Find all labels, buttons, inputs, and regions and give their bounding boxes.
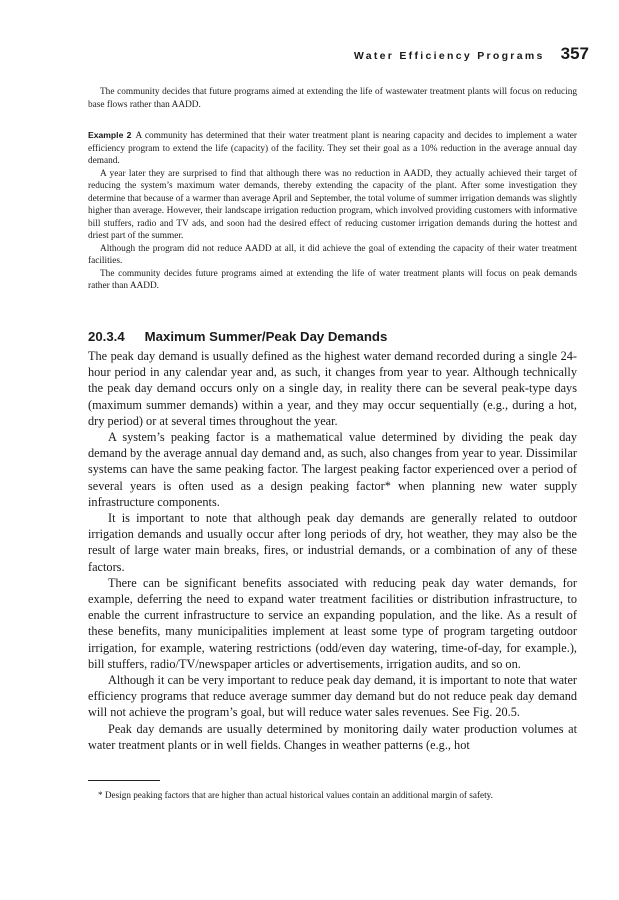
intro-paragraph: The community decides that future programs aimed at extending the life of wastewater treatment plants will focus on reducing base flows rather than AADD. [88,87,577,110]
example-paragraph-4: The community decides future programs aimed at extending the life of water treatment plants will focus on peak demands rather than AADD. [88,268,577,291]
example-paragraph-1: Example 2 A community has determined that their water treatment plant is nearing capacity and decides to implement a water efficiency program to extend the life (capacity) of the facility. They set their goal as a 10% reduction in the average annual day demand. [88,130,578,166]
body-paragraph-5: Although it can be very important to reduce peak day demand, it is important to note that water efficiency programs that reduce average summer day demand but do not reduce peak day demand will not achieve the program’s goal, but will reduce water sales revenues. See Fig. 20.5. [88,673,577,720]
section-number: 20.3.4 [88,329,125,344]
body-text [88,348,577,753]
body-paragraph-2: A system’s peaking factor is a mathematical value determined by dividing the peak day demand by the average annual day demand and, as such, also changes from year to year. Dissimilar systems can have the same peaking factor. The largest peaking factor experienced over a period of several years is often used as a design peaking factor* when planning new water supply infrastructure components. [88,430,577,509]
example-2-block [88,129,577,293]
page-number: 357 [560,44,589,63]
footnote-rule [88,780,160,781]
footnote-block [88,789,577,802]
body-paragraph-3: It is important to note that although peak day demands are generally related to outdoor irrigation demands and usually occur after long periods of dry, hot weather, they may also be the result of large water main breaks, fires, or industrial demands, or a combination of any of these factors. [88,511,577,574]
section-title: Maximum Summer/Peak Day Demands [144,329,388,344]
section-heading [88,329,577,344]
example-paragraph-3: Although the program did not reduce AADD at all, it did achieve the goal of extending the capacity of their water treatment facilities. [88,243,577,266]
footnote: * Design peaking factors that are higher than actual historical values contain an additional margin of safety. [98,790,493,800]
running-head-title: Water Efficiency Programs [353,50,545,62]
body-paragraph-4: There can be significant benefits associated with reducing peak day water demands, for example, deferring the need to expand water treatment facilities or distribution infrastructure, to enable the current infrastructure to service an expanding population, and the like. As a result of these benefits, many municipalities implement at least some type of program targeting outdoor irrigation, for example, watering restrictions (odd/even day watering, time-of-day, for example.), bill stuffers, radio/TV/newspaper articles or advertisements, irrigation audits, and so on. [88,575,577,671]
example-label: Example 2 [88,130,132,140]
example-paragraph-2: A year later they are surprised to find that although there was no reduction in AADD, they actually achieved their target of reducing the system’s maximum water demands, thereby extending the capacity of the plant. After some investigation they determine that because of a warmer than average April and September, the total volume of summer irrigation demands was slightly higher than average. However, their landscape irrigation reduction program, which involved providing customers with informative bill stuffers, radio and TV ads, and soon had the desired effect of reducing customer irrigation demands during the hottest and driest part of the summer. [88,168,577,241]
body-paragraph-1: The peak day demand is usually defined as the highest water demand recorded during a single 24-hour period in any calendar year and, as such, it changes from year to year. Although technically the peak day demand occurs only on a single day, in reality there can be several peak-type days (maximum summer demands) within a year, and they may occur sequentially (e.g., during a hot, dry period) or at several times throughout the year. [88,349,577,428]
intro-paragraph-block [88,86,577,111]
body-paragraph-6: Peak day demands are usually determined by monitoring daily water production volumes at water treatment plants or in well fields. Changes in weather patterns (e.g., hot [88,721,577,752]
running-head [88,44,589,64]
